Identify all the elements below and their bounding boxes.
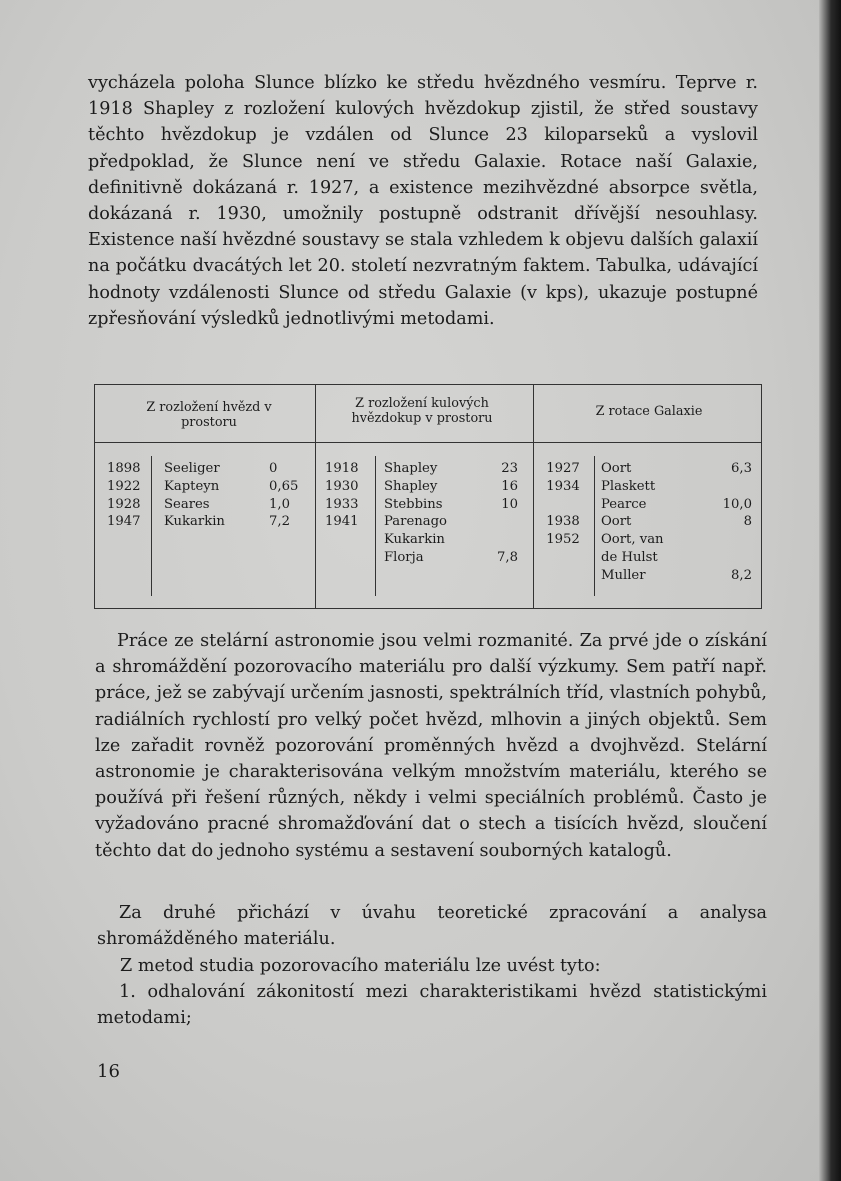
g2-years-column: 1918 1930 1933 1941 (325, 461, 359, 530)
g2-values-column: 23 16 10 7,8 (497, 461, 518, 565)
table-right-edge (761, 384, 762, 609)
body-paragraph-3: Z metod studia pozorovacího materiálu lze uvést tyto: (120, 956, 601, 976)
group-divider-1 (315, 384, 316, 609)
col-divider (151, 456, 152, 596)
group-header-star-distribution: Z rozložení hvězd v prostoru (146, 400, 272, 430)
g2-authors-column: Shapley Shapley Stebbins Parenago Kukarkin Florja (384, 461, 447, 565)
table-bottom-rule (94, 608, 762, 609)
intro-paragraph: vycházela poloha Slunce blízko ke středu hvězdného vesmíru. Teprve r. 1918 Shapley z rozložení kulových hvězdokup zjistil, že střed soustavy těchto hvězdokup je vzdálen od Slunce 23 kiloparseků a vyslovil předpoklad, že Slunce není ve středu Galaxie. Rotace naší Galaxie, definitivně dokázaná r. 1927, a existence mezihvězdné absorpce světla, dokázaná r. 1930, umožnily postupně odstranit dřívější nesouhlasy. Existence naší hvězdné soustavy se stala vzhledem k objevu dalších galaxií na počátku dvacátých let 20. století nezvratným faktem. Tabulka, udávající hodnoty vzdálenosti Slunce od středu Galaxie (v kps), ukazuje postupné zpřesňování výsledků jednotlivými metodami. (88, 73, 758, 329)
body-paragraph-2: Za druhé přichází v úvahu teoretické zpracování a analysa shromážděného materiálu. (97, 903, 767, 950)
g3-values-column: 6,3 10,0 8 8,2 (722, 461, 752, 583)
table-header-rule (94, 442, 762, 443)
g3-years-column: 1927 1934 1938 1952 (546, 461, 580, 548)
g1-years-column: 1898 1922 1928 1947 (107, 461, 141, 530)
book-binding-shadow (819, 0, 841, 1181)
g1-values-column: 0 0,65 1,0 7,2 (269, 461, 299, 530)
g3-authors-column: Oort Plaskett Pearce Oort Oort, van de Hulst Muller (601, 461, 664, 583)
col-divider (594, 456, 595, 596)
g1-authors-column: Seeliger Kapteyn Seares Kukarkin (164, 461, 225, 530)
group-divider-2 (533, 384, 534, 609)
galactic-center-distance-table (94, 384, 762, 610)
group-header-galactic-rotation: Z rotace Galaxie (595, 404, 703, 419)
body-paragraph-1: Práce ze stelární astronomie jsou velmi rozmanité. Za prvé jde o získání a shromáždění pozorovacího materiálu pro další výzkumy. Sem patří např. práce, jež se zabývají určením jasnosti, spektrálních tříd, vlastních pohybů, radiálních rychlostí pro velký počet hvězd, mlhovin a jiných objektů. Sem lze zařadit rovněž pozorování proměnných hvězd a dvojhvězd. Stelární astronomie je charakterisována velkým množstvím materiálu, kterého se používá při řešení různých, někdy i velmi speciálních problémů. Často je vyžadováno pracné shromažďování dat o stech a tisících hvězd, sloučení těchto dat do jednoho systému a sestavení souborných katalogů. (95, 631, 767, 861)
body-paragraph-4: 1. odhalování zákonitostí mezi charakteristikami hvězd statistickými metodami; (97, 982, 767, 1029)
group-header-globular-clusters: Z rozložení kulových hvězdokup v prostoru (351, 396, 493, 426)
page-number: 16 (97, 1061, 120, 1082)
col-divider (375, 456, 376, 596)
table-left-edge (94, 384, 95, 609)
table-top-rule (94, 384, 762, 385)
